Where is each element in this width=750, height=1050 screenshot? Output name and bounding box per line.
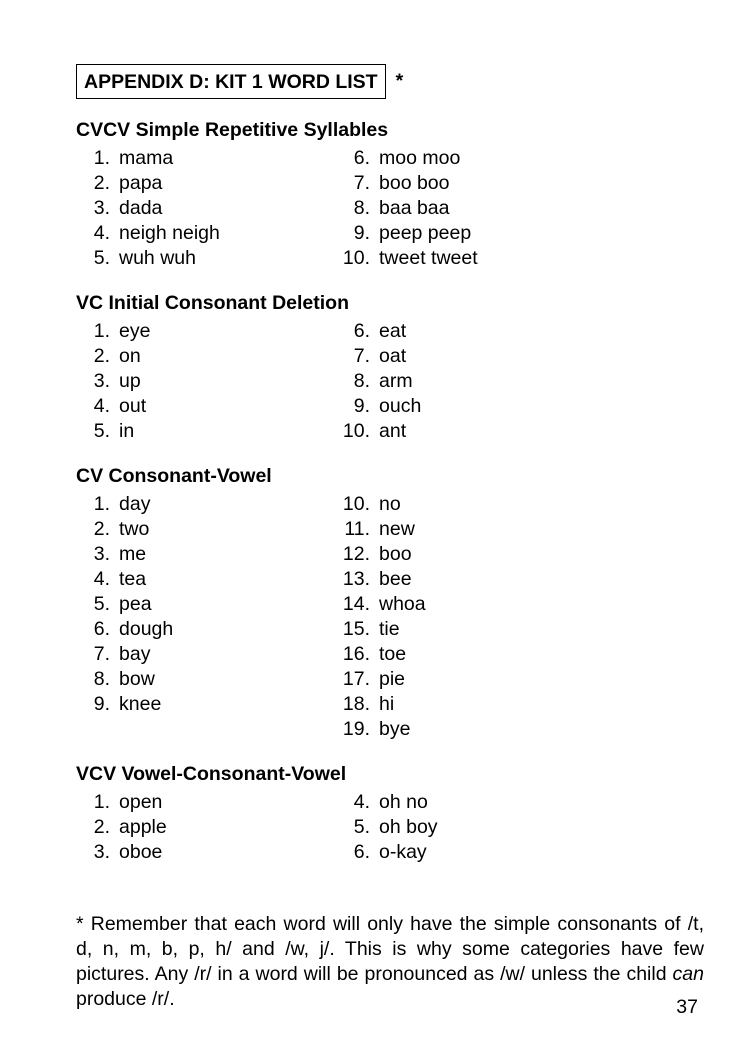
page-number: 37 — [676, 996, 698, 1018]
list-item — [312, 840, 438, 865]
item-number: 8. — [353, 370, 370, 392]
item-word: arm — [379, 370, 413, 392]
item-word: bee — [379, 568, 412, 590]
item-number: 1. — [93, 791, 110, 813]
list-item — [76, 369, 150, 394]
list-item — [312, 567, 426, 592]
item-word: whoa — [379, 593, 426, 615]
list-item — [312, 344, 421, 369]
item-number: 11. — [344, 518, 370, 540]
item-number: 5. — [353, 816, 370, 838]
item-word: day — [119, 493, 151, 515]
item-word: baa baa — [379, 197, 450, 219]
item-number: 1. — [93, 320, 110, 342]
item-number: 6. — [353, 147, 370, 169]
item-word: boo boo — [379, 172, 450, 194]
item-word: wuh wuh — [119, 247, 196, 269]
list-item — [76, 196, 220, 221]
section-cv — [76, 464, 716, 740]
list-item — [312, 617, 426, 642]
item-word: tweet tweet — [379, 247, 478, 269]
item-number: 1. — [93, 147, 110, 169]
list-item — [312, 319, 421, 344]
item-word: tea — [119, 568, 147, 590]
item-word: two — [119, 518, 150, 540]
item-number: 5. — [93, 247, 110, 269]
list-item — [312, 146, 478, 171]
item-number: 10. — [342, 420, 370, 442]
item-number: 10. — [342, 247, 370, 269]
item-number: 3. — [93, 197, 110, 219]
list-item — [76, 221, 220, 246]
list-item — [76, 667, 173, 692]
item-word: ant — [379, 420, 407, 442]
item-number: 8. — [93, 668, 110, 690]
item-word: eye — [119, 320, 151, 342]
list-item — [312, 394, 421, 419]
item-word: bay — [119, 643, 151, 665]
item-word: new — [379, 518, 415, 540]
list-item — [76, 790, 167, 815]
list-item — [312, 369, 421, 394]
item-number: 4. — [93, 395, 110, 417]
item-number: 6. — [93, 618, 110, 640]
item-number: 7. — [353, 172, 370, 194]
item-number: 3. — [93, 841, 110, 863]
word-column-right — [312, 146, 478, 271]
list-item — [76, 246, 220, 271]
list-item — [312, 667, 426, 692]
item-number: 14. — [342, 593, 370, 615]
list-item — [76, 815, 167, 840]
item-word: in — [119, 420, 135, 442]
list-item — [76, 642, 173, 667]
list-item — [76, 592, 173, 617]
item-word: bow — [119, 668, 155, 690]
item-number: 6. — [353, 841, 370, 863]
item-word: knee — [119, 693, 162, 715]
item-number: 10. — [342, 493, 370, 515]
item-word: tie — [379, 618, 400, 640]
title-row — [76, 64, 403, 99]
list-item — [312, 419, 421, 444]
list-item — [312, 246, 478, 271]
item-word: out — [119, 395, 147, 417]
footnote-emphasis: can — [672, 962, 704, 985]
list-item — [76, 146, 220, 171]
footnote-text: * Remember that each word will only have the simple consonants of /t, d, n, m, b, p, h/ and /w, j/. This is why some categories have few pictures. Any /r/ in a word will be pronounced as /w/ unless the child — [76, 912, 704, 985]
section-heading: CV Consonant-Vowel — [76, 465, 272, 487]
word-column-left — [76, 492, 173, 717]
item-word: boo — [379, 543, 412, 565]
list-item — [76, 542, 173, 567]
list-item — [76, 344, 150, 369]
item-word: oh no — [379, 791, 428, 813]
list-item — [312, 642, 426, 667]
word-column-right — [312, 790, 438, 865]
list-item — [312, 492, 426, 517]
item-number: 4. — [93, 222, 110, 244]
item-word: bye — [379, 718, 411, 740]
item-word: on — [119, 345, 141, 367]
item-word: ouch — [379, 395, 422, 417]
list-item — [312, 815, 438, 840]
footnote-text-end: produce /r/. — [76, 987, 175, 1010]
section-heading: VC Initial Consonant Deletion — [76, 292, 350, 314]
word-column-left — [76, 319, 150, 444]
item-number: 2. — [93, 816, 110, 838]
list-item — [76, 492, 173, 517]
title-footnote-mark: * — [395, 70, 404, 92]
list-item — [76, 692, 173, 717]
item-word: up — [119, 370, 141, 392]
word-column-right — [312, 492, 426, 742]
word-column-left — [76, 790, 167, 865]
item-number: 7. — [353, 345, 370, 367]
item-word: o-kay — [379, 841, 427, 863]
section-heading: VCV Vowel-Consonant-Vowel — [76, 763, 347, 785]
list-item — [312, 517, 426, 542]
item-number: 9. — [353, 395, 370, 417]
list-item — [312, 171, 478, 196]
item-number: 9. — [353, 222, 370, 244]
list-item — [312, 692, 426, 717]
list-item — [76, 419, 150, 444]
list-item — [312, 196, 478, 221]
item-number: 6. — [353, 320, 370, 342]
item-number: 2. — [93, 172, 110, 194]
item-word: oh boy — [379, 816, 438, 838]
list-item — [76, 319, 150, 344]
item-word: oboe — [119, 841, 163, 863]
item-number: 19. — [342, 718, 370, 740]
item-word: dough — [119, 618, 174, 640]
item-number: 17. — [342, 668, 370, 690]
list-item — [76, 567, 173, 592]
item-number: 4. — [353, 791, 370, 813]
word-column-left — [76, 146, 220, 271]
item-number: 3. — [93, 543, 110, 565]
item-number: 8. — [353, 197, 370, 219]
list-item — [312, 221, 478, 246]
item-number: 4. — [93, 568, 110, 590]
item-word: open — [119, 791, 163, 813]
item-number: 18. — [342, 693, 370, 715]
item-word: oat — [379, 345, 407, 367]
item-word: mama — [119, 147, 174, 169]
list-item — [76, 517, 173, 542]
item-word: papa — [119, 172, 163, 194]
item-word: no — [379, 493, 401, 515]
item-word: peep peep — [379, 222, 472, 244]
section-vc — [76, 291, 716, 442]
footnote — [76, 912, 704, 1012]
item-word: hi — [379, 693, 395, 715]
list-item — [76, 394, 150, 419]
item-word: toe — [379, 643, 407, 665]
item-word: pie — [379, 668, 406, 690]
item-number: 5. — [93, 420, 110, 442]
item-number: 2. — [93, 345, 110, 367]
list-item — [76, 617, 173, 642]
item-number: 12. — [342, 543, 370, 565]
item-number: 5. — [93, 593, 110, 615]
list-item — [76, 171, 220, 196]
item-word: neigh neigh — [119, 222, 220, 244]
item-word: apple — [119, 816, 167, 838]
item-number: 15. — [342, 618, 370, 640]
list-item — [312, 592, 426, 617]
item-word: me — [119, 543, 147, 565]
list-item — [312, 790, 438, 815]
item-number: 16. — [342, 643, 370, 665]
list-item — [312, 717, 426, 742]
list-item — [312, 542, 426, 567]
item-number: 1. — [93, 493, 110, 515]
item-number: 9. — [93, 693, 110, 715]
section-cvcv — [76, 118, 716, 269]
list-item — [76, 840, 167, 865]
item-number: 2. — [93, 518, 110, 540]
item-word: pea — [119, 593, 152, 615]
item-number: 3. — [93, 370, 110, 392]
word-column-right — [312, 319, 421, 444]
item-number: 7. — [93, 643, 110, 665]
item-word: eat — [379, 320, 407, 342]
item-number: 13. — [342, 568, 370, 590]
item-word: moo moo — [379, 147, 461, 169]
section-vcv — [76, 762, 716, 863]
item-word: dada — [119, 197, 163, 219]
page-title: APPENDIX D: KIT 1 WORD LIST — [76, 64, 386, 99]
section-heading: CVCV Simple Repetitive Syllables — [76, 119, 389, 141]
